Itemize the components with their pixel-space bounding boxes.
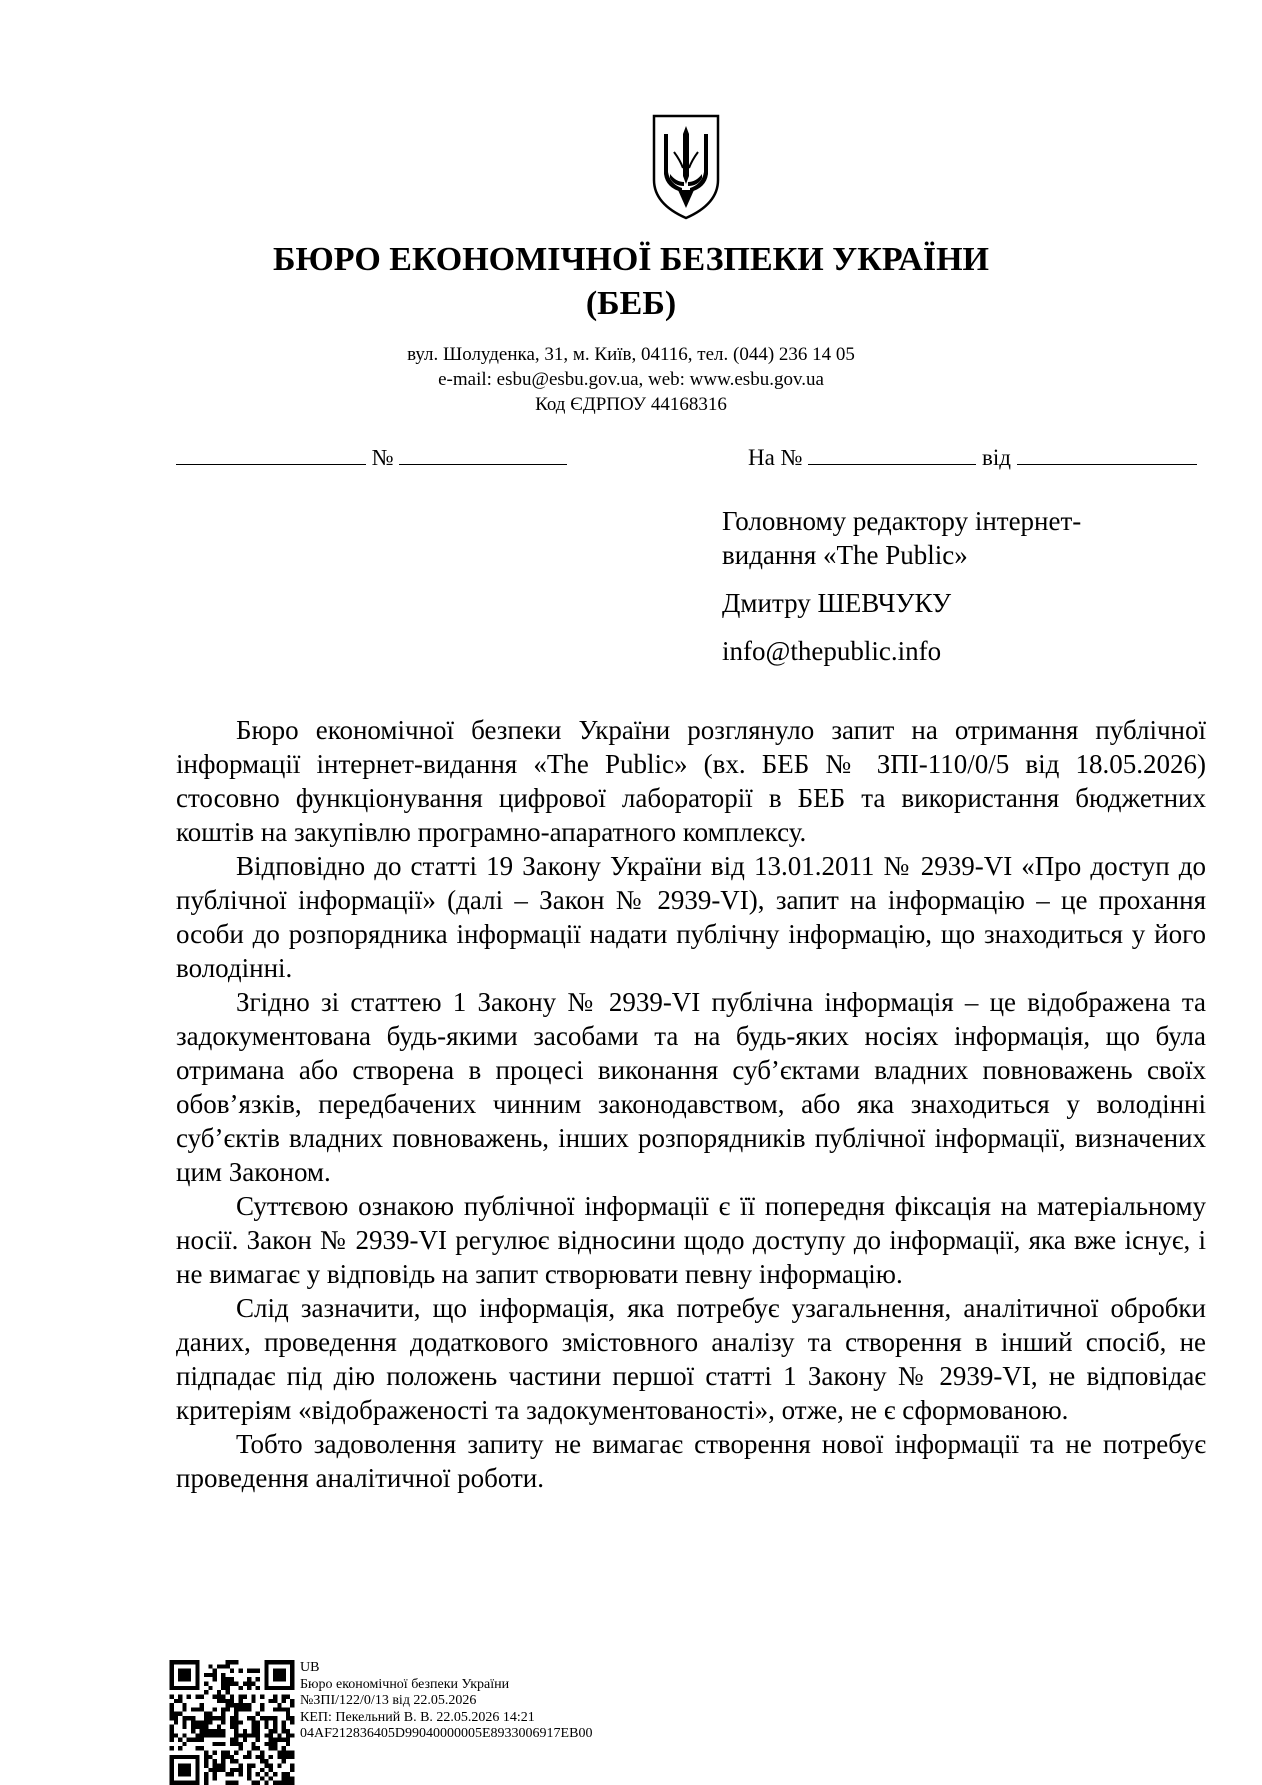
reply-date-label: від: [982, 445, 1011, 470]
reply-date-blank: [1017, 442, 1197, 465]
body-paragraph: Згідно зі статтею 1 Закону № 2939-VI публічна інформація – це відображена та задокументована будь-якими засобами та на будь-яких носіях інформація, що була отримана або створена в процесі виконання суб’єктами владних повноважень своїх обов’язків, передбачених чинним законодавством, або яка знаходиться у володінні суб’єктів владних повноважень, інших розпорядників публічної інформації, визначених цим Законом.: [176, 987, 1206, 1187]
body-paragraph: Суттєвою ознакою публічної інформації є її попередня фіксація на матеріальному носії. Закон № 2939-VI регулює відносини щодо доступу до інформації, яка вже існує, і не вимагає у відповідь на запит створювати певну інформацію.: [176, 1191, 1206, 1289]
reply-number-label: На №: [748, 445, 803, 470]
body-paragraph: Бюро економічної безпеки України розглянуло запит на отримання публічної інформації інтернет-видання «The Public» (вх. БЕБ № ЗПІ-110/0/5 від 18.05.2026) стосовно функціонування цифрової лабораторії в БЕБ та використання бюджетних коштів на закупівлю програмно-апаратного комплексу.: [176, 715, 1206, 847]
incoming-registration: [748, 442, 1197, 473]
stamp-line-document-number: №ЗПІ/122/0/13 від 22.05.2026: [300, 1693, 477, 1708]
address-line: вул. Шолуденка, 31, м. Київ, 04116, тел. (044) 236 14 05: [407, 344, 855, 365]
organization-abbreviation: (БЕБ): [585, 285, 677, 322]
stamp-line-signer: КЕП: Пекельний В. В. 22.05.2026 14:21: [300, 1709, 535, 1725]
letter-body: [176, 713, 1206, 1495]
organization-title: БЮРО ЕКОНОМІЧНОЇ БЕЗПЕКИ УКРАЇНИ: [273, 241, 989, 278]
digital-signature-stamp: [300, 1660, 592, 1743]
body-paragraph: Тобто задоволення запиту не вимагає створення нової інформації та не потребує проведення аналітичної роботи.: [176, 1429, 1206, 1493]
email-web-line: e-mail: esbu@esbu.gov.ua, web: www.esbu.gov.ua: [438, 369, 824, 390]
edrpou-line: Код ЄДРПОУ 44168316: [535, 394, 727, 415]
outgoing-registration: [176, 442, 567, 473]
addressee-name: Дмитру ШЕВЧУКУ: [722, 588, 952, 618]
stamp-line-organization: Бюро економічної безпеки України: [300, 1676, 510, 1692]
addressee-position-line1: Головному редактору інтернет-: [722, 506, 1082, 536]
reply-number-blank: [808, 442, 976, 465]
stamp-line-ub: UB: [300, 1660, 320, 1675]
trident-emblem-icon: [650, 112, 722, 222]
outgoing-date-blank: [176, 442, 366, 465]
addressee-position-line2: видання «The Public»: [722, 540, 968, 570]
number-sign: №: [371, 445, 394, 470]
body-paragraph: Відповідно до статті 19 Закону України від 13.01.2011 № 2939-VI «Про доступ до публічної інформації» (далі – Закон № 2939-VI), запит на інформацію – це прохання особи до розпорядника інформації надати публічну інформацію, що знаходиться у його володінні.: [176, 851, 1206, 983]
qr-code-icon: [168, 1660, 296, 1785]
stamp-line-certificate: 04AF212836405D99040000005E8933006917EB00: [300, 1726, 593, 1741]
addressee-block: [722, 504, 1182, 668]
organization-contacts: [0, 342, 1262, 417]
body-paragraph: Слід зазначити, що інформація, яка потребує узагальнення, аналітичної обробки даних, проведення додаткового змістовного аналізу та створення в інший спосіб, не підпадає під дію положень частини першої статті 1 Закону № 2939-VI, не відповідає критеріям «відображеності та задокументованості», отже, не є сформованою.: [176, 1293, 1206, 1425]
outgoing-number-blank: [399, 442, 567, 465]
addressee-email: info@thepublic.info: [722, 636, 942, 666]
